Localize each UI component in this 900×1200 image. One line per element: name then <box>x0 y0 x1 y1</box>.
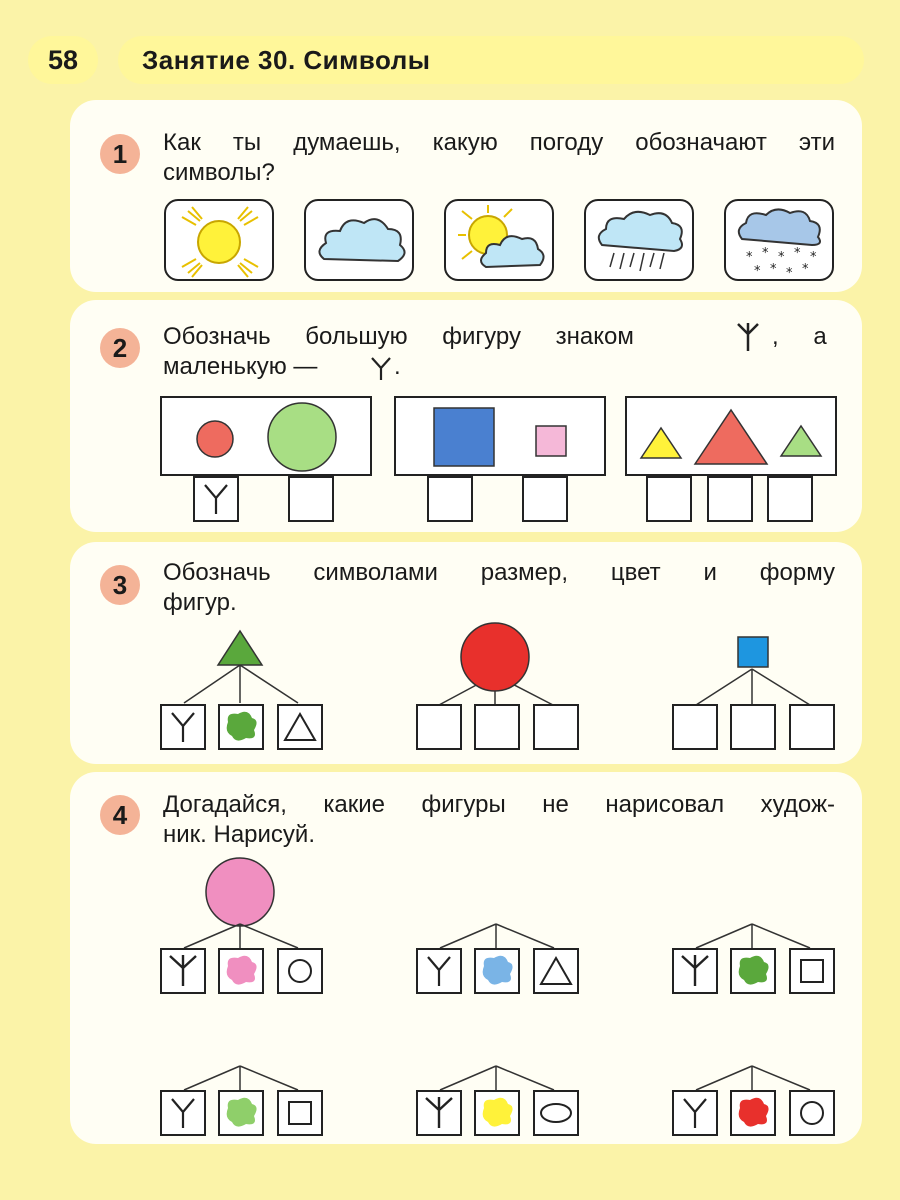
tree-lines <box>672 920 842 950</box>
task-2-text-end: , а <box>772 323 827 350</box>
small-size-symbol-icon <box>370 356 392 382</box>
answer-box[interactable] <box>730 704 776 750</box>
answer-box[interactable] <box>277 704 323 750</box>
blue-color-blob-icon <box>474 948 520 994</box>
answer-box[interactable] <box>767 476 813 522</box>
figure-group-squares <box>394 396 606 476</box>
svg-text:*: * <box>746 250 753 265</box>
yellow-color-blob-icon <box>474 1090 520 1136</box>
svg-text:*: * <box>810 250 817 265</box>
snow-cloud-icon <box>726 201 836 283</box>
svg-text:*: * <box>754 264 761 279</box>
answer-box[interactable] <box>730 948 776 994</box>
answer-box[interactable] <box>160 948 206 994</box>
task-4-text: Догадайся, какие фигуры не нарисовал худож- <box>163 791 835 818</box>
task-4-text-2: ник. Нарисуй. <box>163 821 316 848</box>
task-3-text-2: фигур. <box>163 589 237 616</box>
tree-lines <box>672 635 842 705</box>
red-color-blob-icon <box>730 1090 776 1136</box>
circle-shape-icon <box>277 948 323 994</box>
answer-box[interactable] <box>789 948 835 994</box>
small-size-symbol-icon <box>160 704 206 750</box>
answer-box[interactable] <box>672 948 718 994</box>
answer-box[interactable] <box>160 1090 206 1136</box>
answer-box[interactable] <box>416 704 462 750</box>
pink-color-blob-icon <box>218 948 264 994</box>
rain-cloud-icon <box>586 201 696 283</box>
big-size-symbol-icon <box>416 1090 462 1136</box>
figure-group-circles <box>160 396 372 476</box>
task-1-text: Как ты думаешь, какую погоду обозначают эти <box>163 129 835 156</box>
svg-text:*: * <box>786 266 793 281</box>
page-number: 58 <box>28 36 98 84</box>
answer-box[interactable] <box>533 1090 579 1136</box>
oval-shape-icon <box>533 1090 579 1136</box>
answer-box[interactable] <box>416 1090 462 1136</box>
answer-box[interactable] <box>277 1090 323 1136</box>
weather-card-cloudy <box>304 199 414 281</box>
triangle-shape-icon <box>277 704 323 750</box>
answer-box[interactable] <box>533 704 579 750</box>
answer-box[interactable] <box>218 948 264 994</box>
small-size-symbol-icon <box>672 1090 718 1136</box>
answer-box[interactable] <box>288 476 334 522</box>
answer-box[interactable] <box>707 476 753 522</box>
task-2-text: Обозначь большую фигуру знаком <box>163 323 634 350</box>
figure-group-triangles <box>625 396 837 476</box>
svg-text:*: * <box>778 250 785 265</box>
triangle-shape-icon <box>533 948 579 994</box>
sun-behind-cloud-icon <box>446 201 556 283</box>
weather-card-rain <box>584 199 694 281</box>
answer-box[interactable] <box>160 704 206 750</box>
answer-box[interactable] <box>474 1090 520 1136</box>
answer-box[interactable] <box>789 704 835 750</box>
svg-text:*: * <box>770 262 777 277</box>
green-color-blob-icon <box>730 948 776 994</box>
answer-box[interactable] <box>277 948 323 994</box>
square-shape-icon <box>789 948 835 994</box>
small-size-symbol-icon <box>160 1090 206 1136</box>
task-4-number: 4 <box>100 795 140 835</box>
small-red-circle <box>197 421 233 457</box>
big-size-symbol-icon <box>160 948 206 994</box>
task-3-text: Обозначь символами размер, цвет и форму <box>163 559 835 586</box>
answer-box[interactable] <box>730 1090 776 1136</box>
answer-box[interactable] <box>218 1090 264 1136</box>
tree-lines <box>160 1062 330 1092</box>
blue-square <box>738 637 768 667</box>
red-circle <box>461 623 529 691</box>
answer-box[interactable] <box>474 948 520 994</box>
tree-lines <box>160 645 320 705</box>
task-2-period: . <box>394 353 401 380</box>
big-red-triangle <box>695 410 767 464</box>
circle-shape-icon <box>789 1090 835 1136</box>
cloud-icon <box>306 201 416 283</box>
tree-lines <box>415 615 585 705</box>
weather-card-partly-cloudy <box>444 199 554 281</box>
svg-text:*: * <box>802 262 809 277</box>
big-size-symbol-icon <box>672 948 718 994</box>
svg-text:*: * <box>762 246 769 261</box>
small-size-symbol-icon <box>416 948 462 994</box>
small-pink-square <box>536 426 566 456</box>
sun-icon <box>166 201 276 283</box>
task-3-number: 3 <box>100 565 140 605</box>
green-color-blob-icon <box>218 1090 264 1136</box>
tree-lines <box>672 1062 842 1092</box>
answer-box[interactable] <box>789 1090 835 1136</box>
weather-card-sun <box>164 199 274 281</box>
green-color-blob-icon <box>218 704 264 750</box>
weather-card-snow <box>724 199 834 281</box>
task-2-number: 2 <box>100 328 140 368</box>
small-yellow-triangle <box>641 428 681 458</box>
small-size-symbol-icon <box>193 476 239 522</box>
svg-text:*: * <box>794 246 801 261</box>
answer-box[interactable] <box>522 476 568 522</box>
answer-box[interactable] <box>672 704 718 750</box>
tree-lines <box>416 920 586 950</box>
big-green-circle <box>268 403 336 471</box>
answer-box[interactable] <box>427 476 473 522</box>
tree-lines <box>160 920 330 950</box>
small-green-triangle <box>781 426 821 456</box>
answer-box[interactable] <box>646 476 692 522</box>
task-1-text-2: символы? <box>163 159 275 186</box>
lesson-title: Занятие 30. Символы <box>142 45 431 75</box>
task-1-number: 1 <box>100 134 140 174</box>
answer-box[interactable] <box>193 476 239 522</box>
task-2-text-2: маленькую — <box>163 353 318 380</box>
answer-box[interactable] <box>218 704 264 750</box>
big-blue-square <box>434 408 494 466</box>
square-shape-icon <box>277 1090 323 1136</box>
answer-box[interactable] <box>416 948 462 994</box>
answer-box[interactable] <box>533 948 579 994</box>
big-size-symbol-icon <box>733 322 763 352</box>
answer-box[interactable] <box>672 1090 718 1136</box>
tree-lines <box>416 1062 586 1092</box>
answer-box[interactable] <box>474 704 520 750</box>
